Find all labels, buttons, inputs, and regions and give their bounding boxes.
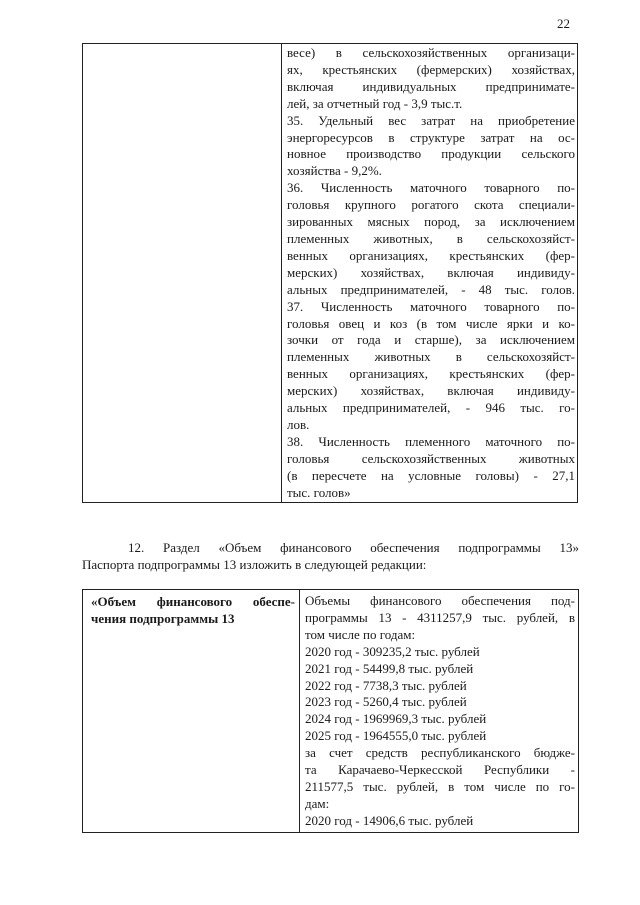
text-line: 38. Численность племенного маточного по- bbox=[287, 433, 575, 449]
text-line: том числе по годам: bbox=[305, 626, 416, 642]
text-line: 36. Численность маточного товарного по- bbox=[287, 180, 575, 196]
text-line: венных организациях, крестьянских (фер- bbox=[287, 247, 575, 263]
year-line: 2022 год - 7738,3 тыс. рублей bbox=[305, 677, 467, 693]
text-line: программы 13 - 4311257,9 тыс. рублей, в bbox=[305, 609, 575, 625]
text-line: весе) в сельскохозяйственных организаци- bbox=[287, 45, 575, 60]
text-line: 37. Численность маточного товарного по- bbox=[287, 298, 575, 314]
text-line: альных предпринимателей, - 48 тыс. голов. bbox=[287, 281, 575, 297]
paragraph-line: Паспорта подпрограммы 13 изложить в следующей редакции: bbox=[82, 557, 427, 572]
text-line: племенных животных, в сельскохозяйст- bbox=[287, 230, 575, 246]
empty-left-cell bbox=[83, 44, 282, 503]
text-line: дам: bbox=[305, 795, 330, 811]
table-row bbox=[83, 590, 579, 833]
indicators-table bbox=[82, 43, 578, 503]
page-number: 22 bbox=[557, 16, 570, 31]
paragraph-line: 12. Раздел «Объем финансового обеспечения подпрограммы 13» bbox=[128, 540, 579, 555]
text-line: за счет средств республиканского бюдже- bbox=[305, 745, 575, 761]
text-line: венных организациях, крестьянских (фер- bbox=[287, 366, 575, 382]
text-line: включая индивидуальных предпринимате- bbox=[287, 78, 575, 94]
text-line: зочки от года и старше), за исключением bbox=[287, 332, 575, 348]
year-line: 2025 год - 1964555,0 тыс. рублей bbox=[305, 728, 487, 744]
text-line: лов. bbox=[287, 416, 310, 432]
text-line: лей, за отчетный год - 3,9 тыс.т. bbox=[287, 95, 463, 111]
text-line: мерских) хозяйствах, включая индивиду- bbox=[287, 383, 575, 399]
text-line: (в пересчете на условные головы) - 27,1 bbox=[287, 467, 575, 483]
text-line: головья крупного рогатого скота специали- bbox=[287, 197, 575, 213]
text-line: головья сельскохозяйственных животных bbox=[287, 450, 575, 466]
text-line: ях, крестьянских (фермерских) хозяйствах, bbox=[287, 61, 575, 77]
text-line: хозяйства - 9,2%. bbox=[287, 163, 382, 179]
financing-table bbox=[82, 589, 579, 833]
section-title-line: «Объем финансового обеспе- bbox=[91, 594, 295, 609]
table-row bbox=[83, 44, 578, 503]
year-line: 2020 год - 309235,2 тыс. рублей bbox=[305, 643, 480, 659]
text-line: 211577,5 тыс. рублей, в том числе по го- bbox=[305, 778, 575, 794]
indicators-cell bbox=[282, 44, 578, 503]
section-title-line: чения подпрограммы 13 bbox=[91, 611, 235, 626]
text-line: альных предпринимателей, - 946 тыс. го- bbox=[287, 400, 575, 416]
text-line: Объемы финансового обеспечения под- bbox=[305, 593, 575, 608]
text-line: новное производство продукции сельского bbox=[287, 146, 575, 162]
text-line: головья овец и коз (в том числе ярки и ко- bbox=[287, 315, 575, 331]
year-line: 2024 год - 1969969,3 тыс. рублей bbox=[305, 711, 487, 727]
text-line: тыс. голов» bbox=[287, 484, 351, 500]
financing-details-cell bbox=[300, 590, 579, 833]
text-line: 35. Удельный вес затрат на приобретение bbox=[287, 112, 575, 128]
year-line: 2021 год - 54499,8 тыс. рублей bbox=[305, 660, 474, 676]
text-line: энергоресурсов в структуре затрат на ос- bbox=[287, 129, 575, 145]
amendment-paragraph bbox=[82, 539, 579, 573]
text-line: та Карачаево-Черкесской Республики - bbox=[305, 762, 575, 778]
text-line: племенных животных в сельскохозяйст- bbox=[287, 349, 575, 365]
text-line: зированных мясных пород, за исключением bbox=[287, 214, 575, 230]
year-line: 2020 год - 14906,6 тыс. рублей bbox=[305, 812, 474, 828]
section-title-cell bbox=[83, 590, 300, 833]
year-line: 2023 год - 5260,4 тыс. рублей bbox=[305, 694, 467, 710]
text-line: мерских) хозяйствах, включая индивиду- bbox=[287, 264, 575, 280]
